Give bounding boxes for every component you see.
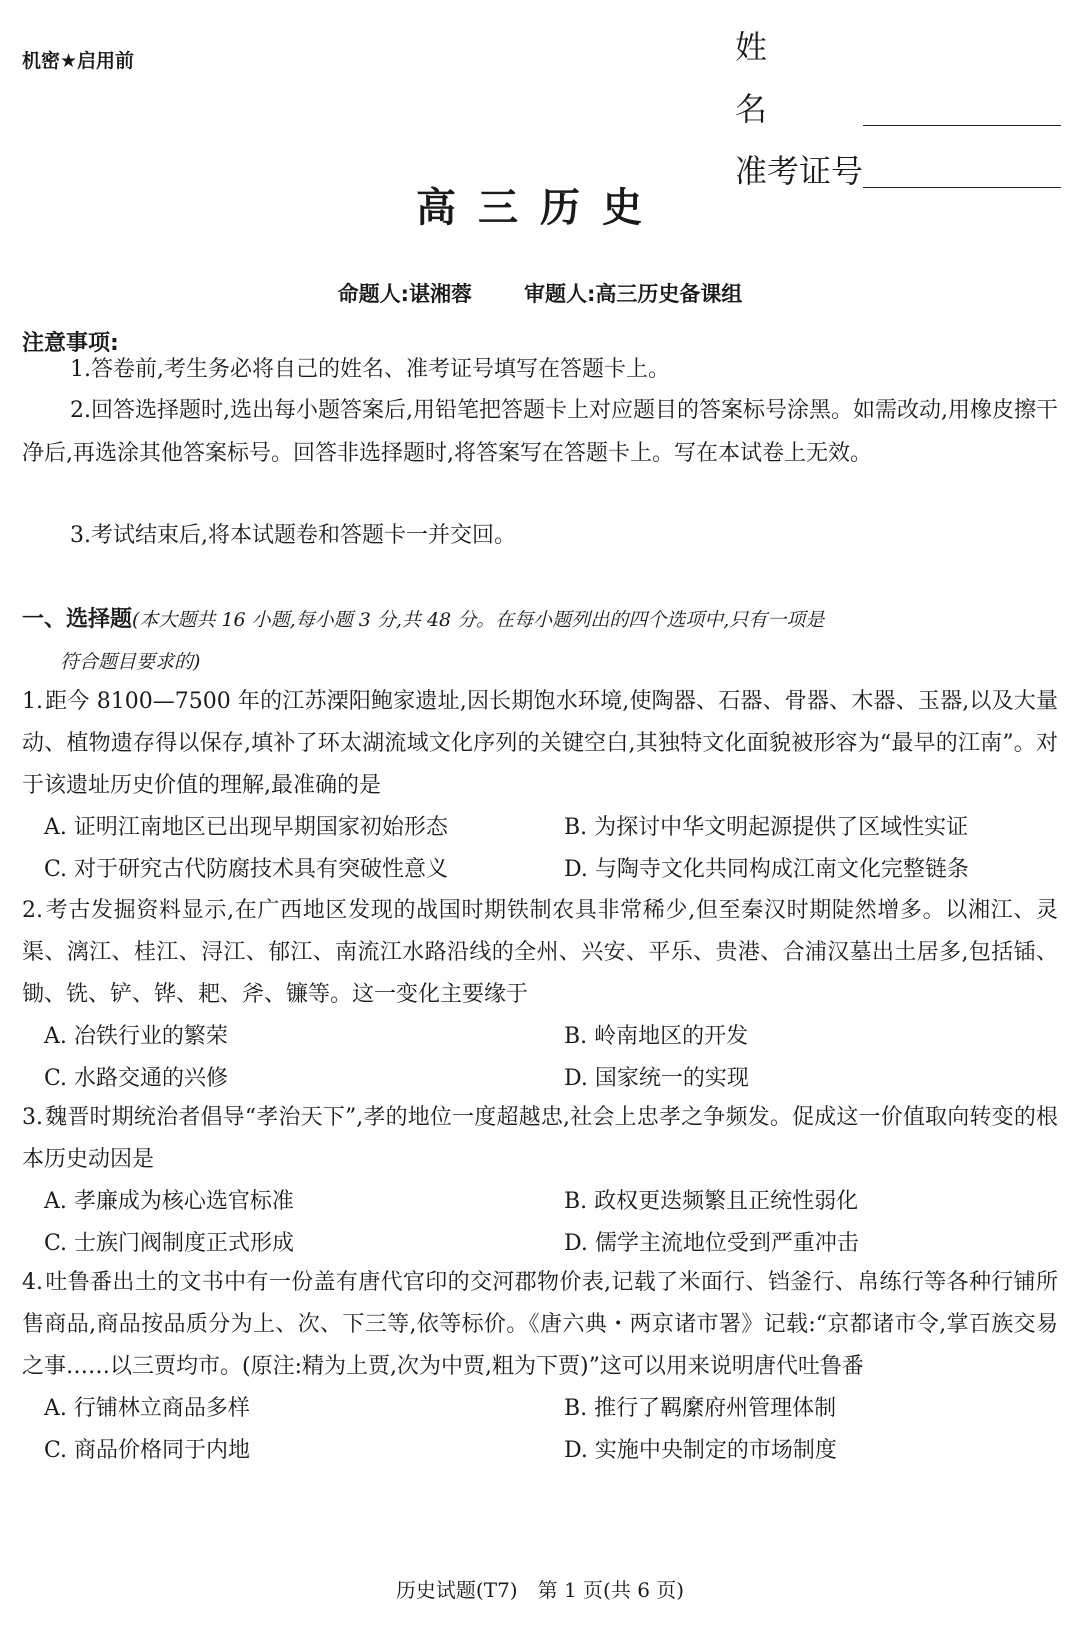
option-c[interactable]: C. 商品价格同于内地 [44, 1438, 251, 1463]
question-stem: 2.考古发掘资料显示,在广西地区发现的战国时期铁制农具非常稀少,但至秦汉时期陡然增多。以湘江、灵渠、漓江、桂江、浔江、郁江、南流江水路沿线的全州、兴安、平乐、贵港、合浦汉墓出土居多,包括锸、锄、铣、铲、铧、耙、斧、镰等。这一变化主要缘于 [22, 898, 1058, 1007]
option-c[interactable]: C. 士族门阀制度正式形成 [44, 1231, 295, 1256]
question-stem: 4.吐鲁番出土的文书中有一份盖有唐代官印的交河郡物价表,记载了米面行、铛釜行、帛练行等各种行铺所售商品,商品按品质分为上、次、下三等,依等标价。《唐六典・两京诸市署》记载:“京都诸市令,掌百族交易之事……以三贾均市。(原注:精为上贾,次为中贾,粗为下贾)”这可以用来说明唐代吐鲁番 [22, 1270, 1058, 1379]
notice-heading: 注意事项: [22, 331, 119, 356]
question-stem: 3.魏晋时期统治者倡导“孝治天下”,孝的地位一度超越忠,社会上忠孝之争频发。促成这一价值取向转变的根本历史动因是 [22, 1105, 1058, 1172]
section-title: 一、选择题 [22, 607, 133, 632]
option-a[interactable]: A. 孝廉成为核心选官标准 [44, 1189, 294, 1214]
section-description: (本大题共 16 小题,每小题 3 分,共 48 分。在每小题列出的四个选项中,只有一项是 [132, 609, 825, 631]
option-a[interactable]: A. 证明江南地区已出现早期国家初始形态 [44, 815, 448, 840]
confidential-mark: 机密★启用前 [22, 50, 135, 72]
notice-item-3: 3.考试结束后,将本试题卷和答题卡一并交回。 [70, 523, 516, 548]
option-a[interactable]: A. 行铺林立商品多样 [44, 1396, 250, 1421]
option-c[interactable]: C. 对于研究古代防腐技术具有突破性意义 [44, 857, 449, 882]
option-d[interactable]: D. 国家统一的实现 [564, 1066, 749, 1091]
authors-line [0, 278, 1080, 308]
exam-id-label: 准考证号 [735, 152, 864, 190]
question-stem: 1.距今 8100—7500 年的江苏溧阳鲍家遗址,因长期饱水环境,使陶器、石器、骨器、木器、玉器,以及大量动、植物遗存得以保存,填补了环太湖流域文化序列的关键空白,其独特文化面貌被形容为“最早的江南”。对于该遗址历史价值的理解,最准确的是 [22, 689, 1058, 798]
reviewer: 审题人:高三历史备课组 [524, 282, 743, 306]
option-b[interactable]: B. 为探讨中华文明起源提供了区域性实证 [564, 815, 969, 840]
question-4 [22, 1262, 1058, 1472]
option-b[interactable]: B. 岭南地区的开发 [564, 1024, 749, 1049]
question-2 [22, 890, 1058, 1100]
option-d[interactable]: D. 与陶寺文化共同构成江南文化完整链条 [564, 857, 969, 882]
candidate-info [735, 16, 1061, 202]
name-blank[interactable] [863, 85, 1061, 126]
option-c[interactable]: C. 水路交通的兴修 [44, 1066, 229, 1091]
setter: 命题人:谌湘蓉 [337, 282, 472, 306]
option-b[interactable]: B. 政权更迭频繁且正统性弱化 [564, 1189, 859, 1214]
option-b[interactable]: B. 推行了羁縻府州管理体制 [564, 1396, 837, 1421]
page-footer: 历史试题(T7) 第 1 页(共 6 页) [395, 1578, 685, 1602]
section-description-cont: 符合题目要求的) [60, 651, 201, 673]
option-a[interactable]: A. 冶铁行业的繁荣 [44, 1024, 228, 1049]
question-3 [22, 1097, 1058, 1265]
page-title: 高三历史 [416, 185, 664, 231]
notice-item-1: 1.答卷前,考生务必将自己的姓名、准考证号填写在答题卡上。 [70, 357, 670, 382]
section-heading [22, 599, 1058, 683]
name-label: 姓名 [735, 28, 830, 128]
question-1 [22, 681, 1058, 891]
notice-item-2: 2.回答选择题时,选出每小题答案后,用铅笔把答题卡上对应题目的答案标号涂黑。如需改动,用橡皮擦干净后,再选涂其他答案标号。回答非选择题时,将答案写在答题卡上。写在本试卷上无效。 [22, 398, 1058, 466]
option-d[interactable]: D. 实施中央制定的市场制度 [564, 1438, 837, 1463]
option-d[interactable]: D. 儒学主流地位受到严重冲击 [564, 1231, 859, 1256]
